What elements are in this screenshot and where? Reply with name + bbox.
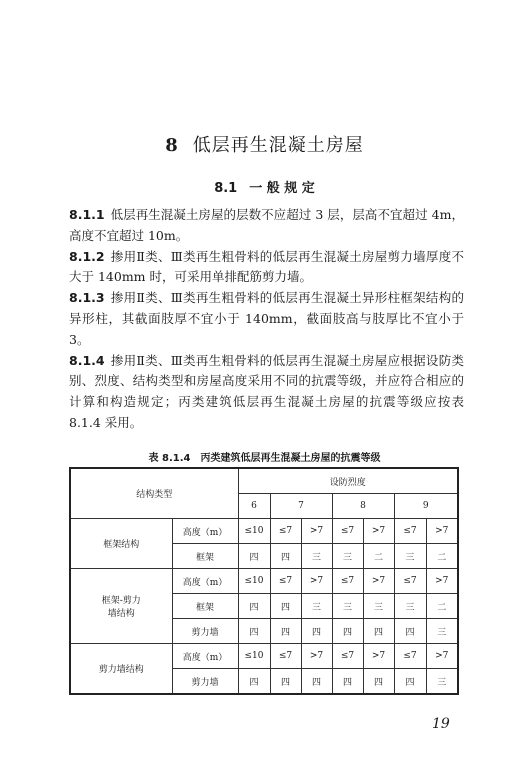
- table-cell: >7: [426, 569, 458, 594]
- clause-number: 8.1.2: [69, 248, 105, 264]
- table-cell: 四: [238, 544, 270, 569]
- table-cell: 二: [426, 544, 458, 569]
- table-cell: 四: [270, 669, 301, 695]
- table-header-row: [70, 468, 458, 494]
- clause: [69, 288, 464, 350]
- table-cell: ≤7: [332, 569, 363, 594]
- table-cell: 四: [332, 619, 363, 644]
- table-cell: 四: [301, 619, 332, 644]
- table-cell: 三: [301, 594, 332, 619]
- table-cell: 三: [301, 544, 332, 569]
- table-cell: 三: [332, 544, 363, 569]
- table-row: [70, 569, 458, 594]
- table-cell: 三: [426, 619, 458, 644]
- clause-number: 8.1.4: [69, 352, 105, 368]
- table-cell: 四: [363, 619, 394, 644]
- table-cell: ≤7: [394, 519, 426, 544]
- table-cell: ≤7: [270, 519, 301, 544]
- table-cell: 三: [394, 594, 426, 619]
- table-cell: ≤7: [270, 644, 301, 669]
- clause-text: 掺用Ⅱ类、Ⅲ类再生粗骨料的低层再生混凝土房屋应根据设防类别、烈度、结构类型和房屋高度采用不同的抗震等级，并应符合相应的计算和构造规定；丙类建筑低层再生混凝土房屋的抗震等级应按表 8.1.4 采用。: [69, 352, 464, 430]
- clause: [69, 205, 464, 247]
- table-row: [70, 519, 458, 544]
- table-cell: 二: [426, 594, 458, 619]
- seismic-grade-table: [69, 467, 459, 695]
- chapter-heading: [0, 131, 529, 157]
- table-cell: >7: [363, 519, 394, 544]
- table-cell: 四: [301, 669, 332, 695]
- row-label: 框架: [172, 594, 238, 619]
- table-cell: 四: [270, 619, 301, 644]
- header-level: 8: [332, 494, 394, 519]
- table-cell: 四: [238, 619, 270, 644]
- table-cell: ≤7: [332, 519, 363, 544]
- chapter-number: 8: [165, 135, 179, 156]
- clauses-body: [69, 205, 464, 434]
- table-cell: 四: [238, 669, 270, 695]
- header-level: 6: [238, 494, 270, 519]
- group-label-line: 框架-剪力: [101, 596, 141, 606]
- clause-text: 掺用Ⅱ类、Ⅲ类再生粗骨料的低层再生混凝土异形柱框架结构的异形柱，其截面肢厚不宜小于 140mm，截面肢高与肢厚比不宜小于 3。: [69, 290, 464, 347]
- table-cell: 四: [363, 669, 394, 695]
- table-cell: >7: [301, 644, 332, 669]
- table-cell: ≤7: [394, 644, 426, 669]
- table-cell: 四: [270, 544, 301, 569]
- row-label: 高度（m）: [172, 644, 238, 669]
- row-label: 剪力墙: [172, 669, 238, 695]
- table-cell: 三: [332, 594, 363, 619]
- table-cell: 三: [363, 594, 394, 619]
- section-number: 8.1: [214, 181, 238, 196]
- clause: [69, 351, 464, 434]
- table-cell: >7: [301, 519, 332, 544]
- table-row: [70, 644, 458, 669]
- row-label: 框架: [172, 544, 238, 569]
- clause-number: 8.1.3: [69, 290, 105, 306]
- section-heading: [0, 177, 529, 196]
- table-cell: 四: [238, 594, 270, 619]
- group-label: [70, 569, 172, 644]
- table-cell: ≤10: [238, 569, 270, 594]
- clause-number: 8.1.1: [69, 207, 105, 222]
- table-cell: >7: [426, 644, 458, 669]
- table-cell: 四: [270, 594, 301, 619]
- header-structure-type: 结构类型: [70, 468, 238, 519]
- header-intensity: 设防烈度: [238, 468, 458, 494]
- clause-text: 掺用Ⅱ类、Ⅲ类再生粗骨料的低层再生混凝土房屋剪力墙厚度不大于 140mm 时，可采用单排配筋剪力墙。: [69, 248, 464, 285]
- table-caption: 表 8.1.4 丙类建筑低层再生混凝土房屋的抗震等级: [148, 453, 381, 464]
- table-cell: ≤10: [238, 644, 270, 669]
- table-cell: 三: [426, 669, 458, 695]
- table-cell: >7: [363, 569, 394, 594]
- group-label: 框架结构: [70, 519, 172, 569]
- clause: [69, 247, 464, 289]
- table-cell: ≤7: [394, 569, 426, 594]
- table-cell: ≤7: [270, 569, 301, 594]
- section-title: 一 般 规 定: [249, 181, 315, 196]
- table-cell: ≤10: [238, 519, 270, 544]
- header-level: 9: [394, 494, 458, 519]
- table-cell: 三: [394, 544, 426, 569]
- table-cell: 四: [332, 669, 363, 695]
- group-label-line: 墙结构: [107, 609, 135, 619]
- table-cell: ≤7: [332, 644, 363, 669]
- row-label: 高度（m）: [172, 569, 238, 594]
- table-cell: 四: [394, 619, 426, 644]
- row-label: 高度（m）: [172, 519, 238, 544]
- chapter-title: 低层再生混凝土房屋: [192, 135, 364, 156]
- table-cell: >7: [363, 644, 394, 669]
- table-cell: 四: [394, 669, 426, 695]
- group-label: 剪力墙结构: [70, 644, 172, 695]
- page-number: 19: [432, 716, 450, 732]
- row-label: 剪力墙: [172, 619, 238, 644]
- table-cell: >7: [426, 519, 458, 544]
- clause-text: 低层再生混凝土房屋的层数不应超过 3 层，层高不宜超过 4m，高度不宜超过 10m。: [69, 207, 464, 243]
- table-cell: 二: [363, 544, 394, 569]
- header-level: 7: [270, 494, 332, 519]
- table-cell: >7: [301, 569, 332, 594]
